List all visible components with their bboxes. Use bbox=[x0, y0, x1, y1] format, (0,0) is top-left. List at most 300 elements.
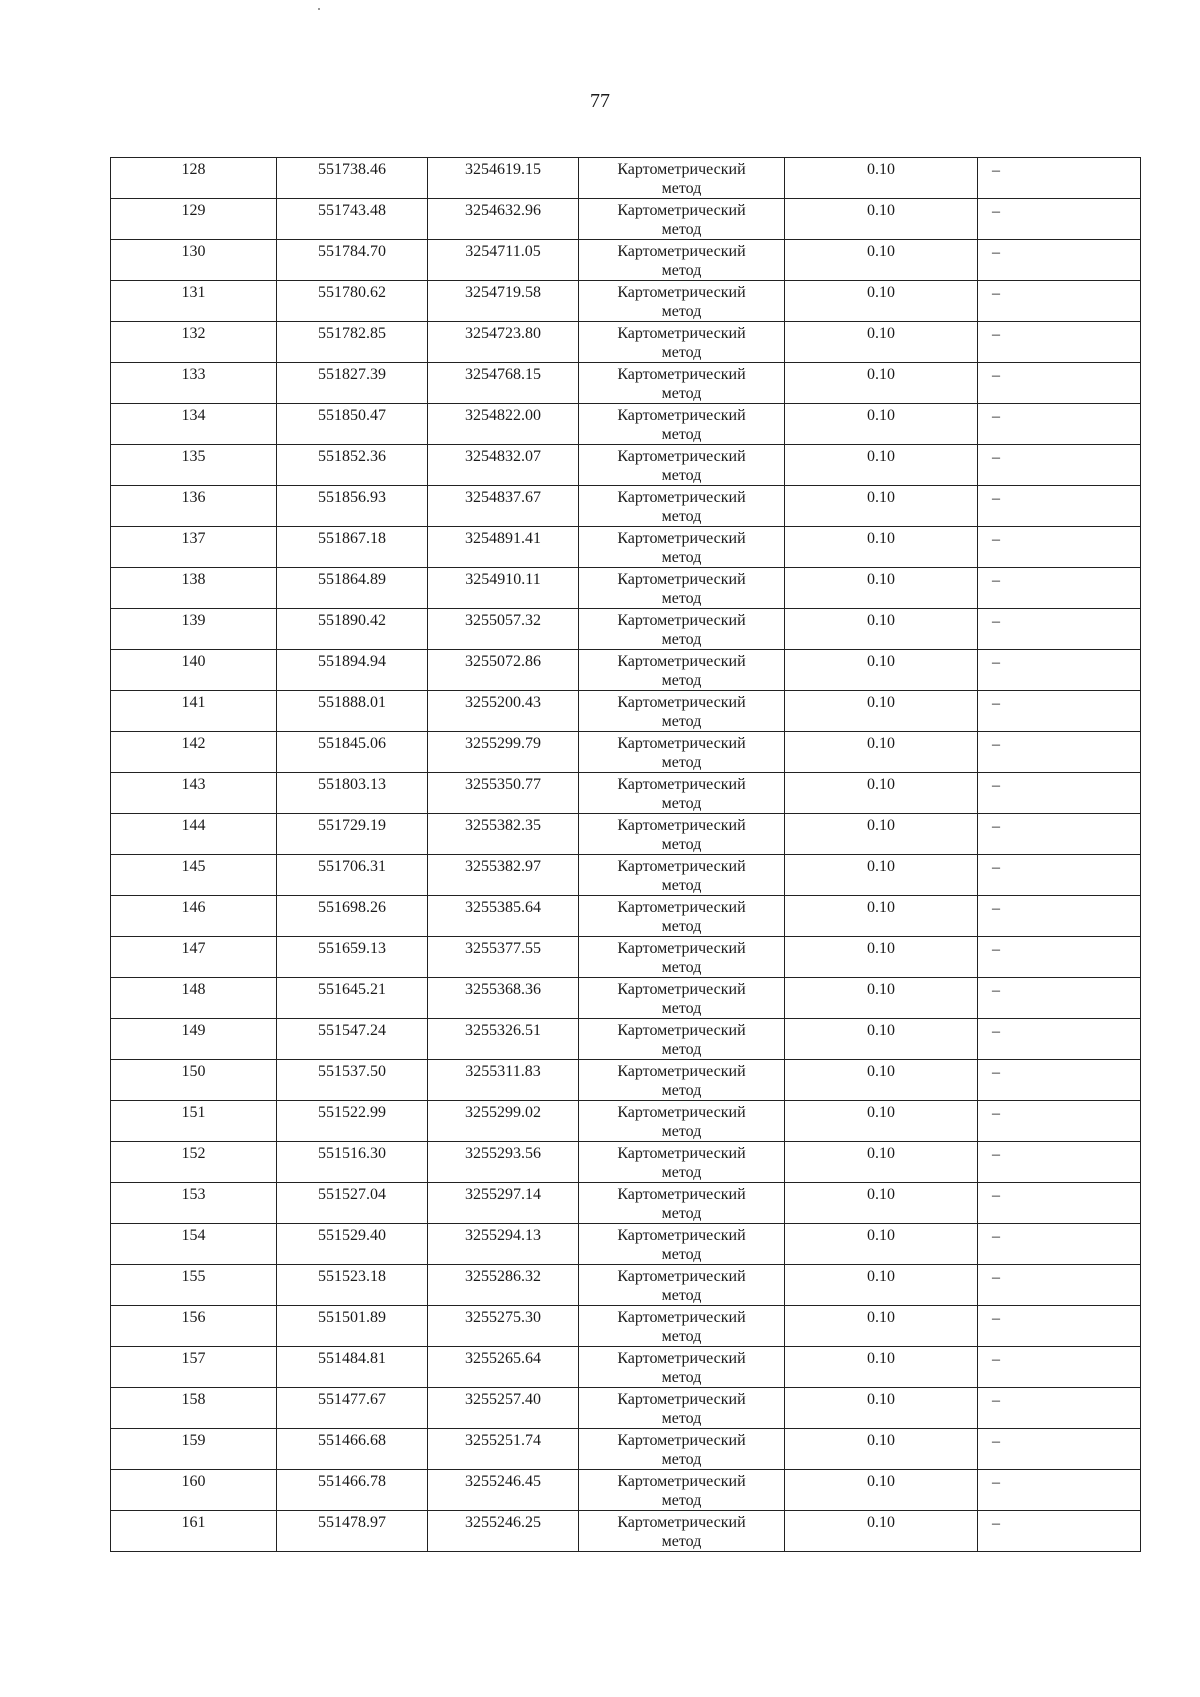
point-number-cell: 133 bbox=[111, 363, 277, 404]
y-coordinate-cell: 3255377.55 bbox=[428, 937, 579, 978]
point-number-cell: 137 bbox=[111, 527, 277, 568]
method-line-1: Картометрический bbox=[617, 1514, 746, 1531]
method-cell bbox=[579, 978, 785, 1019]
method-line-1: Картометрический bbox=[617, 817, 746, 834]
note-cell: – bbox=[978, 1224, 1141, 1265]
table-row bbox=[111, 158, 1141, 199]
method-cell bbox=[579, 1388, 785, 1429]
method-cell bbox=[579, 322, 785, 363]
accuracy-cell: 0.10 bbox=[785, 486, 978, 527]
y-coordinate-cell: 3255382.35 bbox=[428, 814, 579, 855]
method-line-1: Картометрический bbox=[617, 612, 746, 629]
table-row bbox=[111, 240, 1141, 281]
accuracy-cell: 0.10 bbox=[785, 404, 978, 445]
note-cell: – bbox=[978, 199, 1141, 240]
x-coordinate-cell: 551501.89 bbox=[277, 1306, 428, 1347]
method-cell bbox=[579, 1224, 785, 1265]
method-line-2: метод bbox=[661, 1041, 702, 1058]
y-coordinate-cell: 3254837.67 bbox=[428, 486, 579, 527]
x-coordinate-cell: 551523.18 bbox=[277, 1265, 428, 1306]
method-line-2: метод bbox=[661, 385, 702, 402]
y-coordinate-cell: 3255257.40 bbox=[428, 1388, 579, 1429]
note-cell: – bbox=[978, 691, 1141, 732]
method-cell bbox=[579, 937, 785, 978]
point-number-cell: 144 bbox=[111, 814, 277, 855]
y-coordinate-cell: 3254910.11 bbox=[428, 568, 579, 609]
method-line-1: Картометрический bbox=[617, 1309, 746, 1326]
table-row bbox=[111, 1142, 1141, 1183]
method-cell bbox=[579, 1470, 785, 1511]
accuracy-cell: 0.10 bbox=[785, 527, 978, 568]
table-row bbox=[111, 486, 1141, 527]
accuracy-cell: 0.10 bbox=[785, 773, 978, 814]
method-line-1: Картометрический bbox=[617, 1227, 746, 1244]
x-coordinate-cell: 551529.40 bbox=[277, 1224, 428, 1265]
y-coordinate-cell: 3255275.30 bbox=[428, 1306, 579, 1347]
table-row bbox=[111, 1265, 1141, 1306]
x-coordinate-cell: 551864.89 bbox=[277, 568, 428, 609]
method-cell bbox=[579, 199, 785, 240]
method-cell bbox=[579, 1265, 785, 1306]
accuracy-cell: 0.10 bbox=[785, 1101, 978, 1142]
method-line-2: метод bbox=[661, 467, 702, 484]
x-coordinate-cell: 551827.39 bbox=[277, 363, 428, 404]
method-cell bbox=[579, 527, 785, 568]
table-row bbox=[111, 1060, 1141, 1101]
x-coordinate-cell: 551743.48 bbox=[277, 199, 428, 240]
note-cell: – bbox=[978, 158, 1141, 199]
method-cell bbox=[579, 1060, 785, 1101]
table-row bbox=[111, 1470, 1141, 1511]
y-coordinate-cell: 3255246.25 bbox=[428, 1511, 579, 1552]
method-cell bbox=[579, 404, 785, 445]
method-cell bbox=[579, 1183, 785, 1224]
method-line-1: Картометрический bbox=[617, 284, 746, 301]
accuracy-cell: 0.10 bbox=[785, 568, 978, 609]
method-cell bbox=[579, 445, 785, 486]
accuracy-cell: 0.10 bbox=[785, 732, 978, 773]
x-coordinate-cell: 551547.24 bbox=[277, 1019, 428, 1060]
method-line-2: метод bbox=[661, 344, 702, 361]
x-coordinate-cell: 551867.18 bbox=[277, 527, 428, 568]
method-line-2: метод bbox=[661, 672, 702, 689]
x-coordinate-cell: 551537.50 bbox=[277, 1060, 428, 1101]
y-coordinate-cell: 3255311.83 bbox=[428, 1060, 579, 1101]
y-coordinate-cell: 3254822.00 bbox=[428, 404, 579, 445]
note-cell: – bbox=[978, 486, 1141, 527]
point-number-cell: 158 bbox=[111, 1388, 277, 1429]
note-cell: – bbox=[978, 1511, 1141, 1552]
note-cell: – bbox=[978, 568, 1141, 609]
accuracy-cell: 0.10 bbox=[785, 650, 978, 691]
note-cell: – bbox=[978, 650, 1141, 691]
method-cell bbox=[579, 896, 785, 937]
table-row bbox=[111, 1429, 1141, 1470]
accuracy-cell: 0.10 bbox=[785, 1224, 978, 1265]
x-coordinate-cell: 551477.67 bbox=[277, 1388, 428, 1429]
method-cell bbox=[579, 158, 785, 199]
method-line-1: Картометрический bbox=[617, 694, 746, 711]
note-cell: – bbox=[978, 1019, 1141, 1060]
method-cell bbox=[579, 732, 785, 773]
y-coordinate-cell: 3255072.86 bbox=[428, 650, 579, 691]
y-coordinate-cell: 3255385.64 bbox=[428, 896, 579, 937]
x-coordinate-cell: 551894.94 bbox=[277, 650, 428, 691]
y-coordinate-cell: 3254619.15 bbox=[428, 158, 579, 199]
scan-speck bbox=[318, 8, 320, 10]
note-cell: – bbox=[978, 1142, 1141, 1183]
accuracy-cell: 0.10 bbox=[785, 1429, 978, 1470]
y-coordinate-cell: 3255286.32 bbox=[428, 1265, 579, 1306]
accuracy-cell: 0.10 bbox=[785, 814, 978, 855]
x-coordinate-cell: 551478.97 bbox=[277, 1511, 428, 1552]
table-row bbox=[111, 650, 1141, 691]
table-row bbox=[111, 691, 1141, 732]
table-body bbox=[111, 158, 1141, 1552]
accuracy-cell: 0.10 bbox=[785, 1388, 978, 1429]
accuracy-cell: 0.10 bbox=[785, 240, 978, 281]
point-number-cell: 139 bbox=[111, 609, 277, 650]
method-cell bbox=[579, 691, 785, 732]
y-coordinate-cell: 3255368.36 bbox=[428, 978, 579, 1019]
accuracy-cell: 0.10 bbox=[785, 1142, 978, 1183]
x-coordinate-cell: 551466.68 bbox=[277, 1429, 428, 1470]
accuracy-cell: 0.10 bbox=[785, 1511, 978, 1552]
method-cell bbox=[579, 1101, 785, 1142]
y-coordinate-cell: 3254719.58 bbox=[428, 281, 579, 322]
x-coordinate-cell: 551645.21 bbox=[277, 978, 428, 1019]
method-cell bbox=[579, 855, 785, 896]
point-number-cell: 134 bbox=[111, 404, 277, 445]
method-line-1: Картометрический bbox=[617, 1063, 746, 1080]
method-cell bbox=[579, 1347, 785, 1388]
method-line-1: Картометрический bbox=[617, 489, 746, 506]
note-cell: – bbox=[978, 1101, 1141, 1142]
y-coordinate-cell: 3254891.41 bbox=[428, 527, 579, 568]
point-number-cell: 155 bbox=[111, 1265, 277, 1306]
method-line-2: метод bbox=[661, 1082, 702, 1099]
table-row bbox=[111, 1306, 1141, 1347]
y-coordinate-cell: 3254768.15 bbox=[428, 363, 579, 404]
y-coordinate-cell: 3255297.14 bbox=[428, 1183, 579, 1224]
table-row bbox=[111, 978, 1141, 1019]
table-row bbox=[111, 404, 1141, 445]
accuracy-cell: 0.10 bbox=[785, 609, 978, 650]
method-line-1: Картометрический bbox=[617, 940, 746, 957]
method-line-1: Картометрический bbox=[617, 448, 746, 465]
point-number-cell: 150 bbox=[111, 1060, 277, 1101]
accuracy-cell: 0.10 bbox=[785, 1265, 978, 1306]
note-cell: – bbox=[978, 978, 1141, 1019]
method-cell bbox=[579, 609, 785, 650]
table-row bbox=[111, 855, 1141, 896]
method-line-2: метод bbox=[661, 754, 702, 771]
point-number-cell: 138 bbox=[111, 568, 277, 609]
note-cell: – bbox=[978, 322, 1141, 363]
method-cell bbox=[579, 1019, 785, 1060]
accuracy-cell: 0.10 bbox=[785, 445, 978, 486]
method-line-2: метод bbox=[661, 918, 702, 935]
point-number-cell: 136 bbox=[111, 486, 277, 527]
x-coordinate-cell: 551850.47 bbox=[277, 404, 428, 445]
y-coordinate-cell: 3255246.45 bbox=[428, 1470, 579, 1511]
y-coordinate-cell: 3254723.80 bbox=[428, 322, 579, 363]
method-cell bbox=[579, 568, 785, 609]
method-line-2: метод bbox=[661, 836, 702, 853]
note-cell: – bbox=[978, 732, 1141, 773]
point-number-cell: 135 bbox=[111, 445, 277, 486]
table-row bbox=[111, 199, 1141, 240]
method-line-1: Картометрический bbox=[617, 325, 746, 342]
table-row bbox=[111, 1347, 1141, 1388]
method-line-2: метод bbox=[661, 508, 702, 525]
method-line-2: метод bbox=[661, 426, 702, 443]
method-line-2: метод bbox=[661, 1451, 702, 1468]
accuracy-cell: 0.10 bbox=[785, 322, 978, 363]
method-cell bbox=[579, 773, 785, 814]
table-row bbox=[111, 896, 1141, 937]
accuracy-cell: 0.10 bbox=[785, 1060, 978, 1101]
method-line-2: метод bbox=[661, 1205, 702, 1222]
note-cell: – bbox=[978, 1470, 1141, 1511]
point-number-cell: 152 bbox=[111, 1142, 277, 1183]
table-row bbox=[111, 937, 1141, 978]
x-coordinate-cell: 551706.31 bbox=[277, 855, 428, 896]
y-coordinate-cell: 3255200.43 bbox=[428, 691, 579, 732]
note-cell: – bbox=[978, 1347, 1141, 1388]
x-coordinate-cell: 551527.04 bbox=[277, 1183, 428, 1224]
x-coordinate-cell: 551803.13 bbox=[277, 773, 428, 814]
accuracy-cell: 0.10 bbox=[785, 1306, 978, 1347]
accuracy-cell: 0.10 bbox=[785, 199, 978, 240]
y-coordinate-cell: 3255299.02 bbox=[428, 1101, 579, 1142]
method-line-1: Картометрический bbox=[617, 1432, 746, 1449]
table-row bbox=[111, 773, 1141, 814]
table-row bbox=[111, 568, 1141, 609]
point-number-cell: 157 bbox=[111, 1347, 277, 1388]
note-cell: – bbox=[978, 773, 1141, 814]
method-line-2: метод bbox=[661, 262, 702, 279]
note-cell: – bbox=[978, 1429, 1141, 1470]
x-coordinate-cell: 551659.13 bbox=[277, 937, 428, 978]
table-row bbox=[111, 363, 1141, 404]
point-number-cell: 159 bbox=[111, 1429, 277, 1470]
point-number-cell: 148 bbox=[111, 978, 277, 1019]
method-line-2: метод bbox=[661, 1492, 702, 1509]
method-line-1: Картометрический bbox=[617, 735, 746, 752]
method-line-1: Картометрический bbox=[617, 161, 746, 178]
method-cell bbox=[579, 650, 785, 691]
table-row bbox=[111, 1511, 1141, 1552]
point-number-cell: 140 bbox=[111, 650, 277, 691]
method-cell bbox=[579, 486, 785, 527]
point-number-cell: 156 bbox=[111, 1306, 277, 1347]
note-cell: – bbox=[978, 609, 1141, 650]
x-coordinate-cell: 551484.81 bbox=[277, 1347, 428, 1388]
accuracy-cell: 0.10 bbox=[785, 281, 978, 322]
method-line-1: Картометрический bbox=[617, 1268, 746, 1285]
point-number-cell: 131 bbox=[111, 281, 277, 322]
point-number-cell: 132 bbox=[111, 322, 277, 363]
method-line-2: метод bbox=[661, 1410, 702, 1427]
table-row bbox=[111, 1019, 1141, 1060]
note-cell: – bbox=[978, 814, 1141, 855]
method-line-2: метод bbox=[661, 590, 702, 607]
method-line-2: метод bbox=[661, 180, 702, 197]
x-coordinate-cell: 551698.26 bbox=[277, 896, 428, 937]
page-number: 77 bbox=[590, 90, 610, 112]
method-line-1: Картометрический bbox=[617, 407, 746, 424]
y-coordinate-cell: 3255265.64 bbox=[428, 1347, 579, 1388]
note-cell: – bbox=[978, 1183, 1141, 1224]
accuracy-cell: 0.10 bbox=[785, 158, 978, 199]
x-coordinate-cell: 551780.62 bbox=[277, 281, 428, 322]
table-row bbox=[111, 1101, 1141, 1142]
accuracy-cell: 0.10 bbox=[785, 1019, 978, 1060]
x-coordinate-cell: 551516.30 bbox=[277, 1142, 428, 1183]
y-coordinate-cell: 3254711.05 bbox=[428, 240, 579, 281]
table-row bbox=[111, 1388, 1141, 1429]
accuracy-cell: 0.10 bbox=[785, 1470, 978, 1511]
x-coordinate-cell: 551466.78 bbox=[277, 1470, 428, 1511]
method-line-2: метод bbox=[661, 795, 702, 812]
method-cell bbox=[579, 1306, 785, 1347]
note-cell: – bbox=[978, 1388, 1141, 1429]
method-line-2: метод bbox=[661, 1287, 702, 1304]
table-row bbox=[111, 732, 1141, 773]
note-cell: – bbox=[978, 896, 1141, 937]
x-coordinate-cell: 551890.42 bbox=[277, 609, 428, 650]
x-coordinate-cell: 551784.70 bbox=[277, 240, 428, 281]
table-row bbox=[111, 814, 1141, 855]
method-line-2: метод bbox=[661, 549, 702, 566]
point-number-cell: 151 bbox=[111, 1101, 277, 1142]
method-cell bbox=[579, 281, 785, 322]
y-coordinate-cell: 3255382.97 bbox=[428, 855, 579, 896]
x-coordinate-cell: 551782.85 bbox=[277, 322, 428, 363]
point-number-cell: 142 bbox=[111, 732, 277, 773]
method-line-2: метод bbox=[661, 877, 702, 894]
x-coordinate-cell: 551522.99 bbox=[277, 1101, 428, 1142]
point-number-cell: 145 bbox=[111, 855, 277, 896]
method-line-1: Картометрический bbox=[617, 1104, 746, 1121]
note-cell: – bbox=[978, 1306, 1141, 1347]
method-cell bbox=[579, 240, 785, 281]
point-number-cell: 128 bbox=[111, 158, 277, 199]
method-line-1: Картометрический bbox=[617, 243, 746, 260]
table-row bbox=[111, 527, 1141, 568]
method-cell bbox=[579, 363, 785, 404]
method-line-1: Картометрический bbox=[617, 1022, 746, 1039]
note-cell: – bbox=[978, 281, 1141, 322]
x-coordinate-cell: 551856.93 bbox=[277, 486, 428, 527]
method-line-2: метод bbox=[661, 1246, 702, 1263]
accuracy-cell: 0.10 bbox=[785, 691, 978, 732]
table-row bbox=[111, 1224, 1141, 1265]
note-cell: – bbox=[978, 363, 1141, 404]
y-coordinate-cell: 3255293.56 bbox=[428, 1142, 579, 1183]
method-line-2: метод bbox=[661, 1369, 702, 1386]
y-coordinate-cell: 3255294.13 bbox=[428, 1224, 579, 1265]
method-cell bbox=[579, 1429, 785, 1470]
point-number-cell: 129 bbox=[111, 199, 277, 240]
table-row bbox=[111, 609, 1141, 650]
method-line-2: метод bbox=[661, 1123, 702, 1140]
y-coordinate-cell: 3255299.79 bbox=[428, 732, 579, 773]
method-line-1: Картометрический bbox=[617, 899, 746, 916]
method-line-1: Картометрический bbox=[617, 530, 746, 547]
y-coordinate-cell: 3255251.74 bbox=[428, 1429, 579, 1470]
method-line-2: метод bbox=[661, 1533, 702, 1550]
note-cell: – bbox=[978, 404, 1141, 445]
method-line-2: метод bbox=[661, 1164, 702, 1181]
y-coordinate-cell: 3255057.32 bbox=[428, 609, 579, 650]
method-line-1: Картометрический bbox=[617, 1186, 746, 1203]
method-line-1: Картометрический bbox=[617, 981, 746, 998]
accuracy-cell: 0.10 bbox=[785, 855, 978, 896]
point-number-cell: 141 bbox=[111, 691, 277, 732]
method-cell bbox=[579, 814, 785, 855]
point-number-cell: 147 bbox=[111, 937, 277, 978]
method-line-2: метод bbox=[661, 713, 702, 730]
method-line-1: Картометрический bbox=[617, 1145, 746, 1162]
point-number-cell: 161 bbox=[111, 1511, 277, 1552]
x-coordinate-cell: 551845.06 bbox=[277, 732, 428, 773]
method-line-1: Картометрический bbox=[617, 1391, 746, 1408]
y-coordinate-cell: 3255326.51 bbox=[428, 1019, 579, 1060]
y-coordinate-cell: 3254632.96 bbox=[428, 199, 579, 240]
method-line-1: Картометрический bbox=[617, 571, 746, 588]
method-cell bbox=[579, 1142, 785, 1183]
note-cell: – bbox=[978, 1060, 1141, 1101]
method-line-1: Картометрический bbox=[617, 858, 746, 875]
note-cell: – bbox=[978, 1265, 1141, 1306]
note-cell: – bbox=[978, 937, 1141, 978]
method-line-2: метод bbox=[661, 959, 702, 976]
table-row bbox=[111, 445, 1141, 486]
note-cell: – bbox=[978, 527, 1141, 568]
x-coordinate-cell: 551729.19 bbox=[277, 814, 428, 855]
note-cell: – bbox=[978, 445, 1141, 486]
point-number-cell: 149 bbox=[111, 1019, 277, 1060]
y-coordinate-cell: 3254832.07 bbox=[428, 445, 579, 486]
x-coordinate-cell: 551852.36 bbox=[277, 445, 428, 486]
point-number-cell: 160 bbox=[111, 1470, 277, 1511]
method-line-1: Картометрический bbox=[617, 776, 746, 793]
table-row bbox=[111, 322, 1141, 363]
method-line-2: метод bbox=[661, 1328, 702, 1345]
method-line-2: метод bbox=[661, 631, 702, 648]
accuracy-cell: 0.10 bbox=[785, 978, 978, 1019]
method-line-1: Картометрический bbox=[617, 366, 746, 383]
point-number-cell: 143 bbox=[111, 773, 277, 814]
coordinates-table bbox=[110, 157, 1141, 1552]
method-line-2: метод bbox=[661, 221, 702, 238]
x-coordinate-cell: 551888.01 bbox=[277, 691, 428, 732]
method-line-1: Картометрический bbox=[617, 1350, 746, 1367]
accuracy-cell: 0.10 bbox=[785, 896, 978, 937]
method-line-1: Картометрический bbox=[617, 653, 746, 670]
table-row bbox=[111, 281, 1141, 322]
method-line-1: Картометрический bbox=[617, 202, 746, 219]
accuracy-cell: 0.10 bbox=[785, 937, 978, 978]
point-number-cell: 146 bbox=[111, 896, 277, 937]
method-cell bbox=[579, 1511, 785, 1552]
point-number-cell: 130 bbox=[111, 240, 277, 281]
point-number-cell: 153 bbox=[111, 1183, 277, 1224]
y-coordinate-cell: 3255350.77 bbox=[428, 773, 579, 814]
method-line-2: метод bbox=[661, 303, 702, 320]
